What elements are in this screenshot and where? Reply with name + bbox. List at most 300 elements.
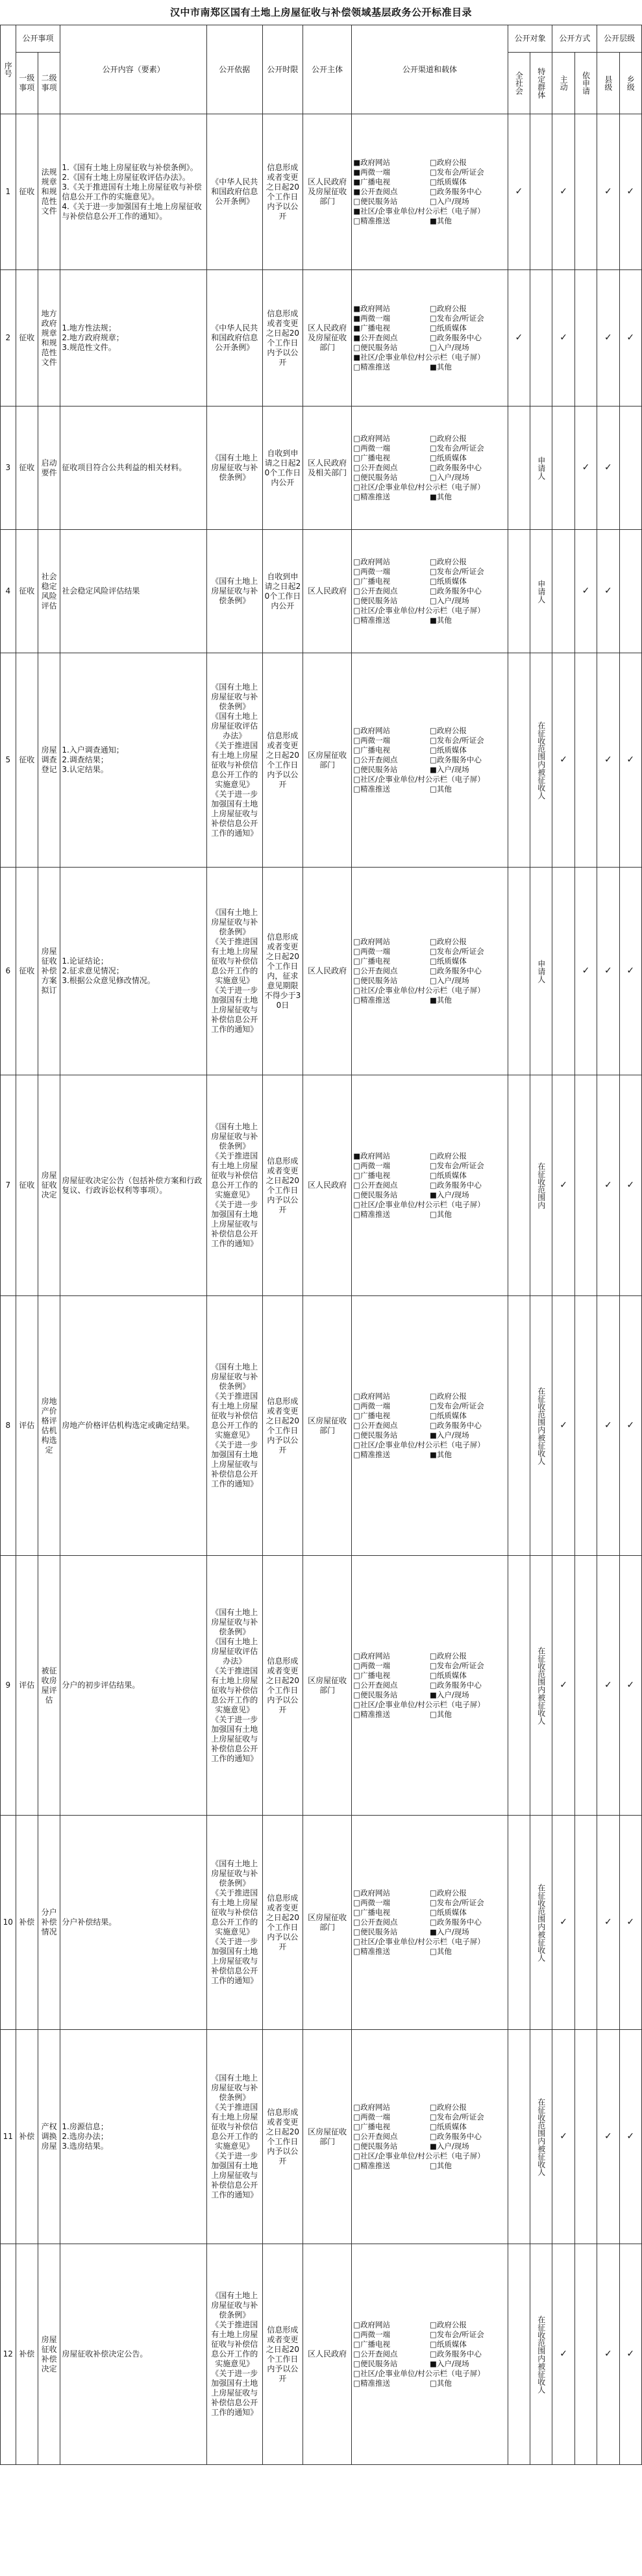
unchecked-box-icon: □ <box>429 1918 437 1927</box>
unchecked-box-icon: □ <box>353 1401 361 1410</box>
row-level1: 征收 <box>16 530 38 653</box>
header-all-society: 全社会 <box>508 53 530 114</box>
channel-label: 政府网站 <box>360 1392 391 1401</box>
channel-option <box>430 197 506 206</box>
channel-option <box>430 1898 506 1908</box>
unchecked-box-icon: □ <box>353 2320 361 2329</box>
header-seq: 序号 <box>1 25 16 114</box>
row-time: 信息形成或者变更之日起20个工作日内予以公开 <box>262 1075 302 1296</box>
unchecked-box-icon: □ <box>353 1440 361 1449</box>
table-row <box>1 2244 642 2465</box>
channel-option <box>353 2122 430 2132</box>
channel-option <box>353 2103 430 2112</box>
row-content: 1.论证结论； 2.征求意见情况； 3.根据公众意见修改情况。 <box>60 868 207 1075</box>
channel-label: 发布会/听证会 <box>436 1898 484 1907</box>
unchecked-box-icon: □ <box>353 1888 361 1897</box>
row-number: 1 <box>1 114 16 270</box>
channel-label: 其他 <box>436 362 452 371</box>
channel-label: 便民服务站 <box>360 1431 398 1440</box>
channel-option <box>353 1450 430 1460</box>
row-on-request <box>574 653 597 868</box>
channel-option <box>430 1392 506 1401</box>
row-channels <box>352 406 508 530</box>
header-county: 县级 <box>597 53 619 114</box>
unchecked-box-icon: □ <box>429 314 437 323</box>
unchecked-box-icon: □ <box>353 1947 361 1956</box>
channel-label: 纸质媒体 <box>436 2340 467 2349</box>
row-town: ✓ <box>619 1816 641 2030</box>
channel-label: 政府公报 <box>436 2103 467 2112</box>
channel-label: 其他 <box>436 1210 452 1219</box>
channel-option <box>430 362 506 372</box>
channel-label: 广播电视 <box>360 2122 391 2131</box>
row-time: 信息形成或者变更之日起20个工作日内予以公开 <box>262 1296 302 1556</box>
row-time: 信息形成或者变更之日起20个工作日内予以公开 <box>262 2244 302 2465</box>
unchecked-box-icon: □ <box>353 937 361 946</box>
channel-option <box>430 2359 506 2369</box>
channel-label: 便民服务站 <box>360 976 398 985</box>
row-subject: 区人民政府 <box>303 868 352 1075</box>
channel-option <box>353 1710 430 1719</box>
channel-label: 入户/现场 <box>436 976 469 985</box>
channel-option <box>430 2122 506 2132</box>
unchecked-box-icon: □ <box>429 577 437 586</box>
specific-group-text: 在征收范围内被征收人 <box>536 2097 546 2176</box>
channel-option <box>430 755 506 765</box>
channel-option <box>353 1200 506 1210</box>
channel-option <box>353 206 506 216</box>
unchecked-box-icon: □ <box>353 1898 361 1907</box>
row-active <box>552 868 574 1075</box>
channel-option <box>353 453 430 463</box>
channel-option <box>353 947 430 957</box>
channel-label: 其他 <box>436 2379 452 2388</box>
channel-label: 入户/现场 <box>436 1927 469 1936</box>
channel-label: 其他 <box>436 1947 452 1956</box>
channel-option <box>430 2103 506 2112</box>
channel-option <box>353 616 430 625</box>
row-specific-group <box>530 1816 552 2030</box>
unchecked-box-icon: □ <box>353 1908 361 1917</box>
channel-option <box>353 1918 430 1927</box>
row-number: 10 <box>1 1816 16 2030</box>
channel-option <box>430 1210 506 1219</box>
unchecked-box-icon: □ <box>353 957 361 966</box>
channel-label: 入户/现场 <box>436 1431 469 1440</box>
row-all-society <box>508 1075 530 1296</box>
row-time: 自收到申请之日起20个工作日内公开 <box>262 406 302 530</box>
row-subject: 区人民政府及相关部门 <box>303 406 352 530</box>
row-number: 3 <box>1 406 16 530</box>
unchecked-box-icon: □ <box>429 343 437 352</box>
row-level1: 补偿 <box>16 2030 38 2244</box>
channel-label: 发布会/听证会 <box>436 567 484 576</box>
unchecked-box-icon: □ <box>429 557 437 566</box>
row-time: 信息形成或者变更之日起20个工作日内予以公开 <box>262 270 302 406</box>
table-row <box>1 1296 642 1556</box>
row-all-society <box>508 653 530 868</box>
row-town: ✓ <box>619 2244 641 2465</box>
row-on-request <box>574 114 597 270</box>
row-subject: 区人民政府 <box>303 1075 352 1296</box>
row-basis: 《国有土地上房屋征收与补偿条例》 《关于推进国有土地上房屋征收与补偿信息公开工作的实施意见》 《关于进一步加强国有土地上房屋征收与补偿信息公开工作的通知》 <box>206 1296 262 1556</box>
row-specific-group <box>530 2244 552 2465</box>
row-county: ✓ <box>597 1816 619 2030</box>
unchecked-box-icon: □ <box>353 755 361 764</box>
unchecked-box-icon: □ <box>353 606 361 615</box>
channel-option <box>430 216 506 226</box>
channel-label: 两微一端 <box>360 567 391 576</box>
unchecked-box-icon: □ <box>429 1681 437 1690</box>
channel-option <box>430 1411 506 1421</box>
channel-option <box>430 596 506 606</box>
header-basis: 公开依据 <box>206 25 262 114</box>
channel-option <box>430 1431 506 1440</box>
row-channels <box>352 868 508 1075</box>
row-all-society <box>508 1296 530 1556</box>
channel-option <box>430 736 506 745</box>
row-county: ✓ <box>597 530 619 653</box>
unchecked-box-icon: □ <box>353 765 361 774</box>
unchecked-box-icon: □ <box>353 1421 361 1430</box>
row-subject: 区人民政府 <box>303 2244 352 2465</box>
channel-label: 精准推送 <box>360 362 391 371</box>
row-channels <box>352 1556 508 1816</box>
channel-label: 发布会/听证会 <box>436 444 484 453</box>
channel-label: 政府公报 <box>436 1651 467 1660</box>
row-content: 1.地方性法规； 2.地方政府规章； 3.规范性文件。 <box>60 270 207 406</box>
header-on-request: 依申请 <box>574 53 597 114</box>
header-active: 主动 <box>552 53 574 114</box>
unchecked-box-icon: □ <box>353 1918 361 1927</box>
unchecked-box-icon: □ <box>353 1661 361 1670</box>
channel-option <box>353 2320 430 2330</box>
specific-group-text: 申请人 <box>536 959 546 983</box>
row-number: 2 <box>1 270 16 406</box>
row-level1: 征收 <box>16 1075 38 1296</box>
channel-option <box>430 586 506 596</box>
table-row <box>1 868 642 1075</box>
unchecked-box-icon: □ <box>429 784 437 794</box>
row-basis: 《国有土地上房屋征收与补偿条例》 《关于推进国有土地上房屋征收与补偿信息公开工作的实施意见》 《关于进一步加强国有土地上房屋征收与补偿信息公开工作的通知》 <box>206 2030 262 2244</box>
unchecked-box-icon: □ <box>353 1392 361 1401</box>
unchecked-box-icon: □ <box>429 2379 437 2388</box>
channel-option <box>430 726 506 736</box>
checked-box-icon: ■ <box>353 177 361 186</box>
channel-option <box>430 187 506 197</box>
channel-label: 其他 <box>436 784 452 794</box>
unchecked-box-icon: □ <box>429 187 437 196</box>
channel-label: 两微一端 <box>360 947 391 956</box>
channel-option <box>353 1661 430 1671</box>
row-all-society: ✓ <box>508 270 530 406</box>
unchecked-box-icon: □ <box>353 947 361 956</box>
unchecked-box-icon: □ <box>353 1431 361 1440</box>
channel-option <box>353 1210 430 1219</box>
channel-label: 入户/现场 <box>436 596 469 605</box>
channel-label: 入户/现场 <box>436 343 469 352</box>
row-channels <box>352 2244 508 2465</box>
row-level2: 被征收房屋评估 <box>38 1556 60 1816</box>
channel-label: 发布会/听证会 <box>436 1661 484 1670</box>
unchecked-box-icon: □ <box>353 2379 361 2388</box>
header-time: 公开时限 <box>262 25 302 114</box>
channel-label: 政府网站 <box>360 1888 391 1897</box>
channel-option <box>353 216 430 226</box>
row-level2: 房屋征收补偿决定 <box>38 2244 60 2465</box>
specific-group-text: 在征收范围内 <box>536 1162 546 1209</box>
channel-label: 社区/企事业单位/村公示栏（电子屏） <box>360 1700 485 1709</box>
channel-label: 公开查阅点 <box>360 1681 398 1690</box>
channel-label: 政务服务中心 <box>436 755 482 764</box>
channel-option <box>430 1671 506 1681</box>
unchecked-box-icon: □ <box>353 197 361 206</box>
channel-option <box>353 2142 430 2151</box>
channel-label: 其他 <box>436 995 452 1005</box>
table-row <box>1 653 642 868</box>
row-active <box>552 530 574 653</box>
channel-label: 便民服务站 <box>360 197 398 206</box>
channel-label: 两微一端 <box>360 736 391 745</box>
channel-label: 广播电视 <box>360 1171 391 1180</box>
document-title: 汉中市南郑区国有土地上房屋征收与补偿领域基层政务公开标准目录 <box>169 6 472 18</box>
channel-label: 纸质媒体 <box>436 577 467 586</box>
channel-label: 社区/企事业单位/村公示栏（电子屏） <box>360 206 485 216</box>
channel-label: 广播电视 <box>360 1908 391 1917</box>
unchecked-box-icon: □ <box>353 434 361 443</box>
channel-option <box>353 1690 430 1700</box>
row-level2: 分户补偿情况 <box>38 1816 60 2030</box>
unchecked-box-icon: □ <box>353 2103 361 2112</box>
row-subject: 区人民政府及房屋征收部门 <box>303 270 352 406</box>
channel-option <box>353 434 430 444</box>
unchecked-box-icon: □ <box>429 197 437 206</box>
row-time: 信息形成或者变更之日起20个工作日内予以公开 <box>262 114 302 270</box>
channel-label: 政府网站 <box>360 937 391 946</box>
channel-option <box>353 187 430 197</box>
channel-label: 纸质媒体 <box>436 1908 467 1917</box>
unchecked-box-icon: □ <box>429 1151 437 1160</box>
channel-label: 广播电视 <box>360 2340 391 2349</box>
channel-option <box>353 957 430 966</box>
channel-label: 公开查阅点 <box>360 187 398 196</box>
channel-label: 两微一端 <box>360 444 391 453</box>
channel-option <box>430 1190 506 1200</box>
row-active: ✓ <box>552 114 574 270</box>
channel-option <box>430 2379 506 2388</box>
unchecked-box-icon: □ <box>353 482 361 492</box>
table-row <box>1 2030 642 2244</box>
channel-option <box>430 2320 506 2330</box>
unchecked-box-icon: □ <box>353 2122 361 2131</box>
channel-option <box>353 1908 430 1918</box>
channel-label: 便民服务站 <box>360 1190 398 1199</box>
table-body <box>1 114 642 2465</box>
channel-label: 两微一端 <box>360 2330 391 2339</box>
row-level1: 征收 <box>16 868 38 1075</box>
row-active <box>552 406 574 530</box>
channel-option <box>353 323 430 333</box>
channel-option <box>353 736 430 745</box>
checked-box-icon: ■ <box>429 1450 437 1459</box>
channel-label: 广播电视 <box>360 177 391 186</box>
unchecked-box-icon: □ <box>353 2142 361 2151</box>
channel-label: 政府网站 <box>360 1651 391 1660</box>
row-active: ✓ <box>552 1816 574 2030</box>
channel-option <box>430 463 506 473</box>
row-specific-group <box>530 270 552 406</box>
row-level1: 补偿 <box>16 1816 38 2030</box>
unchecked-box-icon: □ <box>429 2132 437 2141</box>
channel-label: 社区/企事业单位/村公示栏（电子屏） <box>360 986 485 995</box>
row-county: ✓ <box>597 2030 619 2244</box>
unchecked-box-icon: □ <box>429 755 437 764</box>
channel-option <box>353 1937 506 1947</box>
unchecked-box-icon: □ <box>353 1200 361 1209</box>
channel-option <box>353 2349 430 2359</box>
channel-label: 公开查阅点 <box>360 755 398 764</box>
row-channels <box>352 1296 508 1556</box>
channel-label: 政务服务中心 <box>436 1421 482 1430</box>
channel-option <box>353 995 430 1005</box>
channel-option <box>430 444 506 453</box>
channel-option <box>430 1181 506 1190</box>
channel-label: 广播电视 <box>360 1411 391 1420</box>
row-all-society <box>508 2030 530 2244</box>
row-town <box>619 406 641 530</box>
channel-label: 其他 <box>436 216 452 225</box>
row-content: 分户补偿结果。 <box>60 1816 207 2030</box>
row-all-society <box>508 406 530 530</box>
unchecked-box-icon: □ <box>429 1210 437 1219</box>
channel-label: 发布会/听证会 <box>436 1161 484 1170</box>
channel-label: 政务服务中心 <box>436 187 482 196</box>
unchecked-box-icon: □ <box>429 596 437 605</box>
channel-option <box>353 755 430 765</box>
row-level1: 评估 <box>16 1296 38 1556</box>
row-on-request: ✓ <box>574 530 597 653</box>
unchecked-box-icon: □ <box>429 1401 437 1410</box>
row-level2: 房屋征收决定 <box>38 1075 60 1296</box>
channel-label: 社区/企事业单位/村公示栏（电子屏） <box>360 2369 485 2378</box>
row-number: 4 <box>1 530 16 653</box>
unchecked-box-icon: □ <box>429 1671 437 1680</box>
row-number: 9 <box>1 1556 16 1816</box>
header-target: 公开对象 <box>508 25 552 53</box>
unchecked-box-icon: □ <box>429 2330 437 2339</box>
unchecked-box-icon: □ <box>429 726 437 735</box>
channel-option <box>430 1651 506 1661</box>
channel-option <box>353 1411 430 1421</box>
channel-option <box>353 177 430 187</box>
unchecked-box-icon: □ <box>353 343 361 352</box>
unchecked-box-icon: □ <box>429 2340 437 2349</box>
row-level2: 法规规章和规范性文件 <box>38 114 60 270</box>
unchecked-box-icon: □ <box>429 2161 437 2170</box>
row-town: ✓ <box>619 270 641 406</box>
row-on-request <box>574 1296 597 1556</box>
unchecked-box-icon: □ <box>353 2359 361 2368</box>
channel-option <box>430 1401 506 1411</box>
channel-option <box>430 784 506 794</box>
row-channels <box>352 653 508 868</box>
channel-option <box>430 2340 506 2349</box>
unchecked-box-icon: □ <box>429 1651 437 1660</box>
row-specific-group <box>530 530 552 653</box>
header-town: 乡级 <box>619 53 641 114</box>
row-county: ✓ <box>597 868 619 1075</box>
row-basis: 《国有土地上房屋征收与补偿条例》 《关于推进国有土地上房屋征收与补偿信息公开工作的实施意见》 《关于进一步加强国有土地上房屋征收与补偿信息公开工作的通知》 <box>206 2244 262 2465</box>
row-town: ✓ <box>619 2030 641 2244</box>
channel-label: 便民服务站 <box>360 2359 398 2368</box>
channel-option <box>353 1888 430 1898</box>
channel-option <box>353 586 430 596</box>
unchecked-box-icon: □ <box>429 1661 437 1670</box>
channel-option <box>353 567 430 577</box>
channel-option <box>353 1681 430 1690</box>
unchecked-box-icon: □ <box>429 2112 437 2121</box>
row-town: ✓ <box>619 1296 641 1556</box>
unchecked-box-icon: □ <box>429 463 437 472</box>
channel-label: 其他 <box>436 492 452 501</box>
channel-option <box>353 1947 430 1957</box>
row-time: 信息形成或者变更之日起20个工作日内，征求意见期限不得少于30日 <box>262 868 302 1075</box>
channel-label: 两微一端 <box>360 1401 391 1410</box>
unchecked-box-icon: □ <box>353 2132 361 2141</box>
unchecked-box-icon: □ <box>353 557 361 566</box>
unchecked-box-icon: □ <box>353 2349 361 2358</box>
unchecked-box-icon: □ <box>353 2330 361 2339</box>
specific-group-text: 在征收范围内被征收人 <box>536 1646 546 1725</box>
unchecked-box-icon: □ <box>353 1651 361 1660</box>
channel-option <box>353 1161 430 1171</box>
channel-label: 政府网站 <box>360 557 391 566</box>
header-channel: 公开渠道和载体 <box>352 25 508 114</box>
unchecked-box-icon: □ <box>353 1690 361 1699</box>
channel-option <box>353 1151 430 1161</box>
channel-option <box>430 323 506 333</box>
channel-label: 精准推送 <box>360 1947 391 1956</box>
checked-box-icon: ■ <box>429 2142 437 2151</box>
channel-option <box>353 1190 430 1200</box>
unchecked-box-icon: □ <box>429 1161 437 1170</box>
channel-option <box>430 616 506 625</box>
unchecked-box-icon: □ <box>429 976 437 985</box>
channel-label: 政府公报 <box>436 1151 467 1160</box>
unchecked-box-icon: □ <box>353 473 361 482</box>
channel-option <box>430 434 506 444</box>
unchecked-box-icon: □ <box>429 1908 437 1917</box>
channel-option <box>430 1171 506 1181</box>
channel-label: 政务服务中心 <box>436 2132 482 2141</box>
channel-label: 广播电视 <box>360 957 391 966</box>
row-basis: 《国有土地上房屋征收与补偿条例》 <box>206 530 262 653</box>
channel-option <box>353 1171 430 1181</box>
row-county: ✓ <box>597 1556 619 1816</box>
unchecked-box-icon: □ <box>429 1181 437 1190</box>
row-level2: 社会稳定风险评估 <box>38 530 60 653</box>
channel-option <box>430 343 506 353</box>
channel-option <box>353 577 430 586</box>
row-specific-group <box>530 114 552 270</box>
channel-option <box>430 765 506 775</box>
row-number: 12 <box>1 2244 16 2465</box>
unchecked-box-icon: □ <box>353 1710 361 1719</box>
unchecked-box-icon: □ <box>353 492 361 501</box>
row-number: 7 <box>1 1075 16 1296</box>
checked-box-icon: ■ <box>353 323 361 332</box>
checked-box-icon: ■ <box>353 314 361 323</box>
